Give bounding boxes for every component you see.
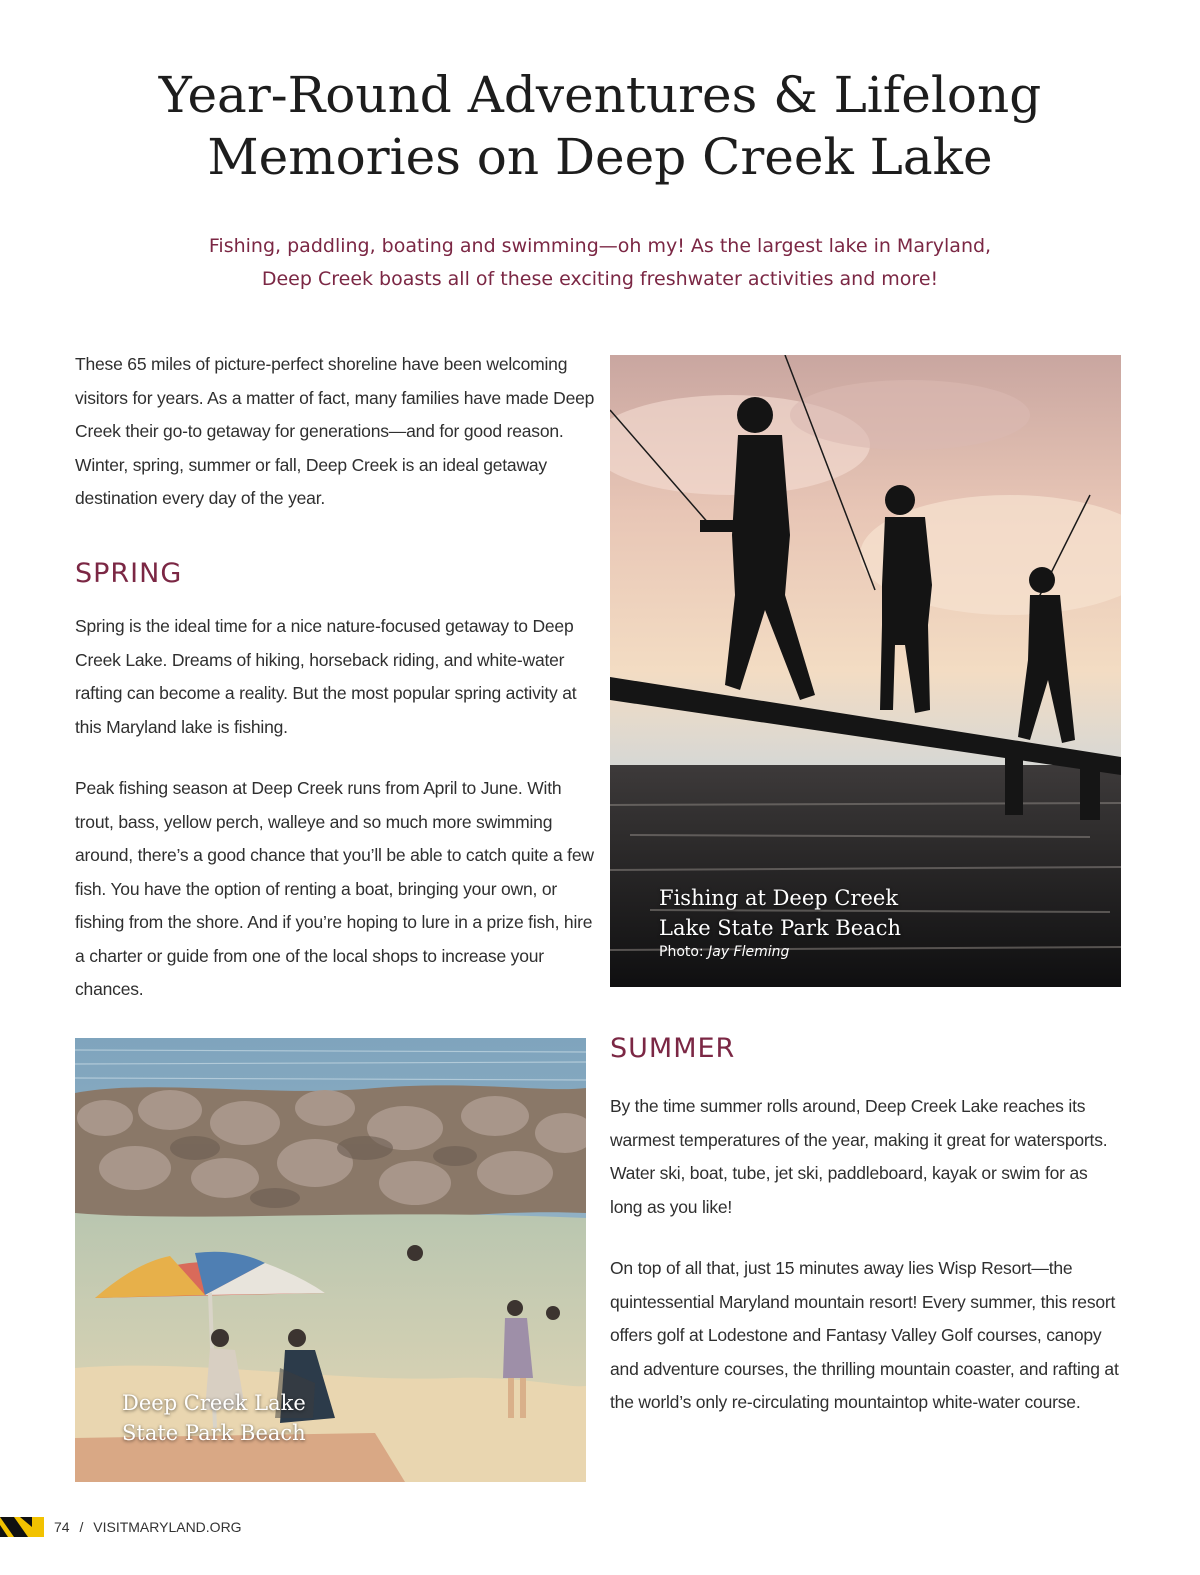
page-number: 74	[54, 1519, 70, 1535]
photo-credit-label: Photo:	[659, 944, 704, 960]
opening-paragraph: These 65 miles of picture-perfect shoreline have been welcoming visitors for years. As a matter of fact, many families have made Deep Creek their go-to getaway for generations—and for good reason. Winter, spring, summer or fall, Deep Creek is an ideal getaway destination every day of the year.	[75, 354, 595, 508]
footer-text	[54, 1519, 242, 1535]
fishing-caption-line-1: Fishing at Deep Creek	[659, 886, 899, 910]
fishing-photo	[610, 355, 1121, 987]
footer-separator: /	[79, 1519, 84, 1535]
intro-line-1: Fishing, paddling, boating and swimming—oh my! As the largest lake in Maryland,	[208, 235, 992, 257]
title-line-2: Memories on Deep Creek Lake	[207, 128, 993, 186]
beach-photo	[75, 1038, 586, 1482]
beach-caption-line-1: Deep Creek Lake	[122, 1391, 306, 1415]
photo-credit	[659, 944, 789, 960]
page-title	[100, 64, 1100, 188]
fishing-photo-caption	[659, 883, 901, 943]
intro-line-2: Deep Creek boasts all of these exciting freshwater activities and more!	[261, 268, 939, 290]
fishing-caption-line-2: Lake State Park Beach	[659, 916, 901, 940]
summer-paragraph-1: By the time summer rolls around, Deep Creek Lake reaches its warmest temperatures of the year, making it great for watersports. Water ski, boat, tube, jet ski, paddleboard, kayak or swim for as long as you like!	[610, 1096, 1108, 1217]
maryland-flag-icon	[0, 1517, 44, 1537]
photo-credit-name: Jay Fleming	[708, 944, 790, 960]
page-footer	[0, 1515, 400, 1539]
spring-paragraph-1: Spring is the ideal time for a nice nature-focused getaway to Deep Creek Lake. Dreams of hiking, horseback riding, and white-water rafting can become a reality. But the most popular spring activity at this Maryland lake is fishing.	[75, 616, 577, 737]
spring-paragraph-2: Peak fishing season at Deep Creek runs from April to June. With trout, bass, yellow perch, walleye and so much more swimming around, there’s a good chance that you’ll be able to catch quite a few fish. You have the option of renting a boat, bringing your own, or fishing from the shore. And if you’re hoping to lure in a prize fish, hire a charter or guide from one of the local shops to increase your chances.	[75, 778, 594, 999]
summer-paragraph-2: On top of all that, just 15 minutes away lies Wisp Resort—the quintessential Maryland mountain resort! Every summer, this resort offers golf at Lodestone and Fantasy Valley Golf courses, canopy and adventure courses, the thrilling mountain coaster, and rafting at the world’s only re-circulating mountaintop white-water course.	[610, 1258, 1119, 1412]
title-line-1: Year-Round Adventures & Lifelong	[158, 66, 1042, 124]
beach-caption-line-2: State Park Beach	[122, 1421, 306, 1445]
footer-site-link[interactable]: VISITMARYLAND.ORG	[93, 1519, 242, 1535]
spring-heading: SPRING	[75, 558, 183, 589]
intro-deck	[150, 230, 1050, 296]
summer-heading: SUMMER	[610, 1033, 736, 1064]
beach-photo-caption	[122, 1388, 306, 1448]
